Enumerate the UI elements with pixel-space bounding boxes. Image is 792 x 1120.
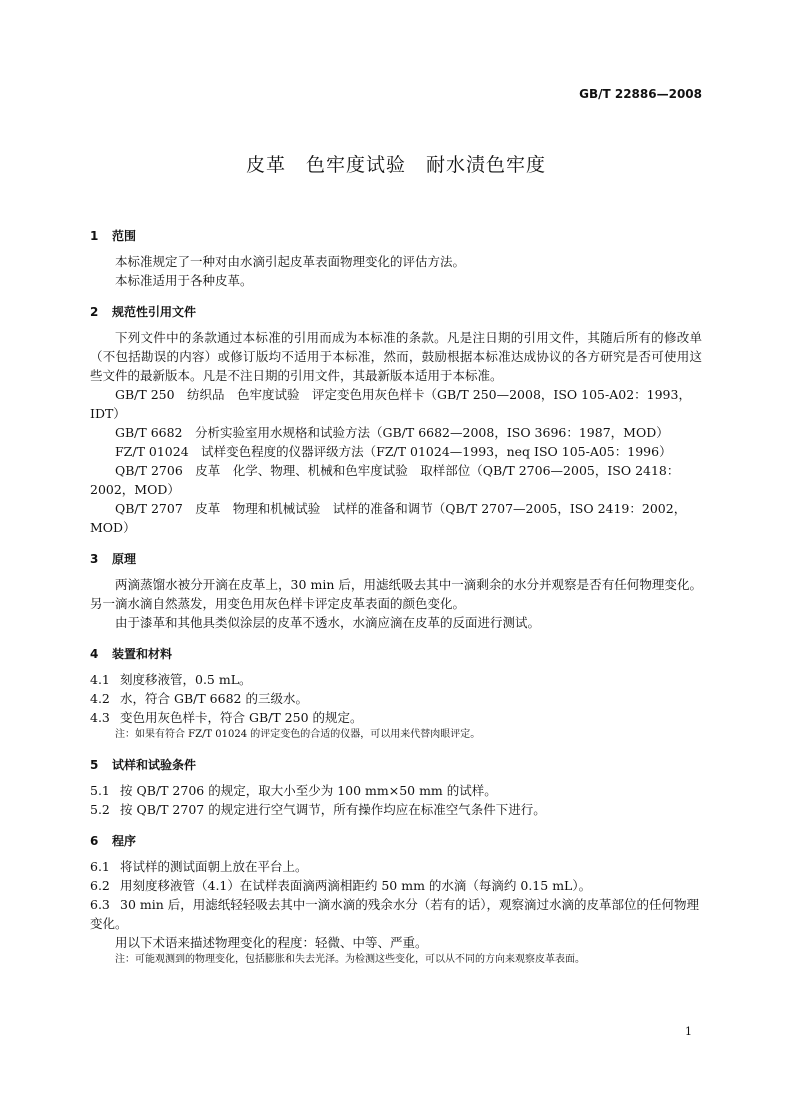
clause-item xyxy=(90,670,702,689)
reference-continuation: 2002，MOD） xyxy=(90,482,180,497)
reference-entry xyxy=(90,499,702,537)
section-number: 6 xyxy=(90,834,99,848)
clause-item xyxy=(90,800,702,819)
clause-text: 按 QB/T 2706 的规定，取大小至少为 100 mm×50 mm 的试样。 xyxy=(120,783,497,798)
clause-number: 6.1 xyxy=(90,859,110,874)
document-title: 皮革 色牢度试验 耐水渍色牢度 xyxy=(245,154,546,176)
clause-text: 变色用灰色样卡，符合 GB/T 250 的规定。 xyxy=(120,710,363,725)
section-title: 原理 xyxy=(112,552,137,566)
reference-entry xyxy=(90,423,702,442)
section-number: 1 xyxy=(90,229,99,243)
document-body xyxy=(90,218,702,968)
reference-continuation: MOD） xyxy=(90,520,136,535)
clause-item xyxy=(90,708,702,727)
clause-text: 按 QB/T 2707 的规定进行空气调节，所有操作均应在标准空气条件下进行。 xyxy=(120,802,546,817)
clause-number: 6.3 xyxy=(90,897,110,912)
section-number: 5 xyxy=(90,758,99,772)
clause-number: 5.2 xyxy=(90,802,110,817)
reference-text: QB/T 2706 皮革 化学、物理、机械和色牢度试验 取样部位（QB/T 2706—2005，ISO 2418： xyxy=(115,463,680,478)
standard-code: GB/T 22886—2008 xyxy=(579,87,702,101)
clause-item xyxy=(90,781,702,800)
clause-text: 刻度移液管，0.5 mL。 xyxy=(120,672,252,687)
page-number: 1 xyxy=(685,1025,692,1038)
section-heading-6 xyxy=(90,831,702,851)
paragraph: 用以下术语来描述物理变化的程度：轻微、中等、严重。 xyxy=(115,935,428,950)
clause-number: 4.3 xyxy=(90,710,110,725)
clause-text: 水，符合 GB/T 6682 的三级水。 xyxy=(120,691,308,706)
paragraph: 下列文件中的条款通过本标准的引用而成为本标准的条款。凡是注日期的引用文件，其随后所有的修改单（不包括勘误的内容）或修订版均不适用于本标准，然而，鼓励根据本标准达成协议的各方研究是否可使用这些文件的最新版本。凡是不注日期的引用文件，其最新版本适用于本标准。 xyxy=(90,330,702,383)
section-number: 2 xyxy=(90,305,99,319)
reference-continuation: IDT） xyxy=(90,406,126,421)
clause-number: 6.2 xyxy=(90,878,110,893)
reference-text: QB/T 2707 皮革 物理和机械试验 试样的准备和调节（QB/T 2707—2005，ISO 2419：2002， xyxy=(115,501,687,516)
clause-text: 用刻度移液管（4.1）在试样表面滴两滴相距约 50 mm 的水滴（每滴约 0.15 mL）。 xyxy=(120,878,592,893)
section-heading-4 xyxy=(90,644,702,664)
section-title: 范围 xyxy=(112,229,137,243)
section-heading-3 xyxy=(90,549,702,569)
reference-entry xyxy=(90,442,702,461)
paragraph: 由于漆革和其他具类似涂层的皮革不透水，水滴应滴在皮革的反面进行测试。 xyxy=(115,615,541,630)
section-heading-5 xyxy=(90,755,702,775)
note: 注：如果有符合 FZ/T 01024 的评定变色的合适的仪器，可以用来代替肉眼评定。 xyxy=(115,729,481,740)
reference-entry xyxy=(90,461,702,499)
reference-entry xyxy=(90,385,702,423)
clause-item xyxy=(90,689,702,708)
section-heading-1 xyxy=(90,226,702,246)
reference-text: GB/T 250 纺织品 色牢度试验 评定变色用灰色样卡（GB/T 250—2008，ISO 105-A02：1993， xyxy=(115,387,691,402)
clause-item xyxy=(90,876,702,895)
paragraph: 本标准规定了一种对由水滴引起皮革表面物理变化的评估方法。 xyxy=(115,254,466,269)
section-title: 规范性引用文件 xyxy=(112,305,197,319)
note: 注：可能观测到的物理变化，包括膨胀和失去光泽。为检测这些变化，可以从不同的方向来观察皮革表面。 xyxy=(115,954,585,965)
section-number: 3 xyxy=(90,552,99,566)
clause-number: 5.1 xyxy=(90,783,110,798)
clause-text: 将试样的测试面朝上放在平台上。 xyxy=(120,859,308,874)
section-title: 试样和试验条件 xyxy=(112,758,197,772)
section-title: 程序 xyxy=(112,834,137,848)
clause-number: 4.1 xyxy=(90,672,110,687)
section-number: 4 xyxy=(90,647,99,661)
clause-item xyxy=(90,857,702,876)
clause-item xyxy=(90,895,702,933)
reference-text: FZ/T 01024 试样变色程度的仪器评级方法（FZ/T 01024—1993，neq ISO 105-A05：1996） xyxy=(115,444,672,459)
paragraph: 本标准适用于各种皮革。 xyxy=(115,273,253,288)
clause-number: 4.2 xyxy=(90,691,110,706)
section-title: 装置和材料 xyxy=(112,647,173,661)
section-heading-2 xyxy=(90,302,702,322)
paragraph: 两滴蒸馏水被分开滴在皮革上，30 min 后，用滤纸吸去其中一滴剩余的水分并观察是否有任何物理变化。另一滴水滴自然蒸发，用变色用灰色样卡评定皮革表面的颜色变化。 xyxy=(90,577,702,611)
reference-text: GB/T 6682 分析实验室用水规格和试验方法（GB/T 6682—2008，ISO 3696：1987，MOD） xyxy=(115,425,669,440)
clause-text: 30 min 后，用滤纸轻轻吸去其中一滴水滴的残余水分（若有的话），观察滴过水滴的皮革部位的任何物理变化。 xyxy=(90,897,700,931)
